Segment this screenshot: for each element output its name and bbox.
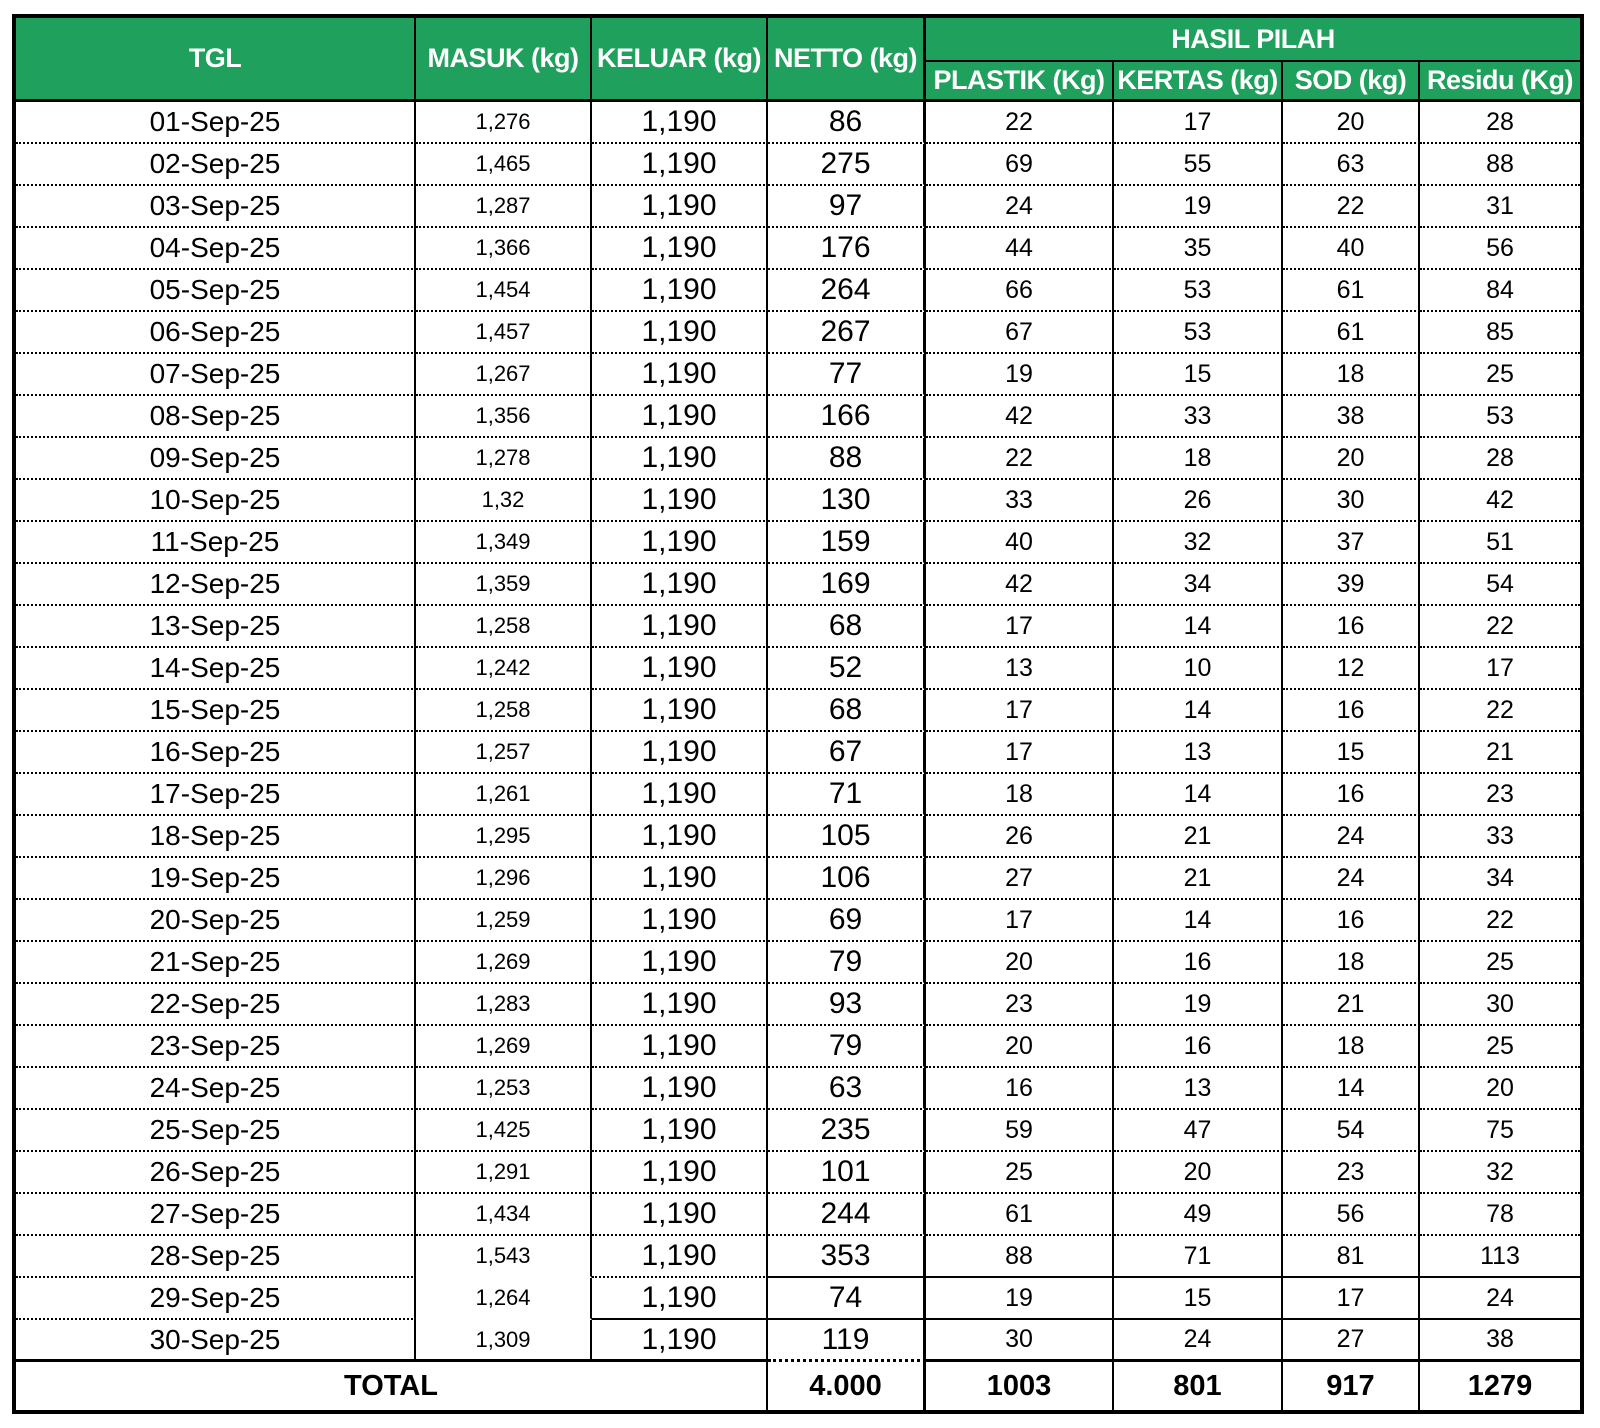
cell-tgl: 05-Sep-25 (16, 270, 416, 312)
cell-masuk: 1,425 (416, 1110, 592, 1152)
cell-keluar: 1,190 (592, 1236, 768, 1278)
cell-kertas: 53 (1114, 312, 1283, 354)
table-row (16, 144, 1580, 186)
cell-kertas: 53 (1114, 270, 1283, 312)
cell-netto: 264 (768, 270, 926, 312)
header-residu: Residu (Kg) (1420, 62, 1580, 102)
table-row (16, 438, 1580, 480)
cell-residu: 28 (1420, 438, 1580, 480)
cell-masuk: 1,253 (416, 1068, 592, 1110)
cell-masuk: 1,278 (416, 438, 592, 480)
cell-sod: 24 (1283, 816, 1420, 858)
cell-netto: 79 (768, 1026, 926, 1068)
cell-residu: 24 (1420, 1278, 1580, 1320)
cell-residu: 20 (1420, 1068, 1580, 1110)
cell-keluar: 1,190 (592, 438, 768, 480)
table-row (16, 732, 1580, 774)
cell-sod: 16 (1283, 900, 1420, 942)
cell-plastik: 33 (926, 480, 1114, 522)
cell-plastik: 67 (926, 312, 1114, 354)
cell-tgl: 09-Sep-25 (16, 438, 416, 480)
cell-kertas: 13 (1114, 732, 1283, 774)
cell-masuk: 1,32 (416, 480, 592, 522)
cell-tgl: 02-Sep-25 (16, 144, 416, 186)
cell-tgl: 07-Sep-25 (16, 354, 416, 396)
cell-sod: 27 (1283, 1320, 1420, 1362)
table-row (16, 1278, 1580, 1320)
cell-kertas: 15 (1114, 1278, 1283, 1320)
cell-plastik: 17 (926, 606, 1114, 648)
cell-netto: 176 (768, 228, 926, 270)
cell-sod: 23 (1283, 1152, 1420, 1194)
table-row (16, 354, 1580, 396)
cell-sod: 15 (1283, 732, 1420, 774)
cell-kertas: 47 (1114, 1110, 1283, 1152)
header-tgl: TGL (16, 18, 416, 102)
cell-keluar: 1,190 (592, 396, 768, 438)
cell-kertas: 26 (1114, 480, 1283, 522)
cell-residu: 25 (1420, 942, 1580, 984)
cell-tgl: 18-Sep-25 (16, 816, 416, 858)
cell-kertas: 17 (1114, 102, 1283, 144)
cell-plastik: 24 (926, 186, 1114, 228)
cell-sod: 39 (1283, 564, 1420, 606)
cell-kertas: 19 (1114, 984, 1283, 1026)
cell-tgl: 10-Sep-25 (16, 480, 416, 522)
total-sod: 917 (1283, 1362, 1420, 1410)
cell-plastik: 17 (926, 900, 1114, 942)
cell-plastik: 22 (926, 438, 1114, 480)
cell-netto: 86 (768, 102, 926, 144)
cell-tgl: 30-Sep-25 (16, 1320, 416, 1362)
cell-residu: 22 (1420, 606, 1580, 648)
table-row (16, 312, 1580, 354)
cell-masuk: 1,258 (416, 606, 592, 648)
cell-masuk: 1,287 (416, 186, 592, 228)
cell-residu: 113 (1420, 1236, 1580, 1278)
cell-keluar: 1,190 (592, 564, 768, 606)
cell-residu: 88 (1420, 144, 1580, 186)
cell-residu: 54 (1420, 564, 1580, 606)
cell-sod: 16 (1283, 690, 1420, 732)
cell-kertas: 35 (1114, 228, 1283, 270)
cell-sod: 63 (1283, 144, 1420, 186)
cell-netto: 68 (768, 606, 926, 648)
cell-kertas: 55 (1114, 144, 1283, 186)
cell-plastik: 59 (926, 1110, 1114, 1152)
cell-keluar: 1,190 (592, 606, 768, 648)
table-header (16, 18, 1580, 102)
header-keluar: KELUAR (kg) (592, 18, 768, 102)
cell-masuk: 1,264 (416, 1278, 592, 1320)
cell-keluar: 1,190 (592, 1068, 768, 1110)
cell-netto: 97 (768, 186, 926, 228)
cell-plastik: 23 (926, 984, 1114, 1026)
cell-tgl: 01-Sep-25 (16, 102, 416, 144)
header-netto: NETTO (kg) (768, 18, 926, 102)
cell-tgl: 11-Sep-25 (16, 522, 416, 564)
table-row (16, 102, 1580, 144)
cell-plastik: 20 (926, 942, 1114, 984)
cell-netto: 130 (768, 480, 926, 522)
total-netto: 4.000 (768, 1362, 926, 1410)
cell-netto: 101 (768, 1152, 926, 1194)
cell-kertas: 16 (1114, 942, 1283, 984)
table-row (16, 522, 1580, 564)
cell-sod: 81 (1283, 1236, 1420, 1278)
cell-netto: 119 (768, 1320, 926, 1362)
cell-tgl: 21-Sep-25 (16, 942, 416, 984)
cell-keluar: 1,190 (592, 354, 768, 396)
cell-masuk: 1,283 (416, 984, 592, 1026)
cell-plastik: 30 (926, 1320, 1114, 1362)
cell-plastik: 17 (926, 690, 1114, 732)
cell-plastik: 66 (926, 270, 1114, 312)
cell-keluar: 1,190 (592, 942, 768, 984)
cell-plastik: 69 (926, 144, 1114, 186)
cell-residu: 32 (1420, 1152, 1580, 1194)
cell-sod: 22 (1283, 186, 1420, 228)
cell-keluar: 1,190 (592, 648, 768, 690)
cell-residu: 25 (1420, 1026, 1580, 1068)
cell-keluar: 1,190 (592, 522, 768, 564)
cell-residu: 38 (1420, 1320, 1580, 1362)
cell-kertas: 32 (1114, 522, 1283, 564)
cell-kertas: 20 (1114, 1152, 1283, 1194)
cell-masuk: 1,465 (416, 144, 592, 186)
cell-tgl: 29-Sep-25 (16, 1278, 416, 1320)
cell-kertas: 14 (1114, 690, 1283, 732)
cell-plastik: 18 (926, 774, 1114, 816)
cell-keluar: 1,190 (592, 312, 768, 354)
cell-kertas: 13 (1114, 1068, 1283, 1110)
cell-plastik: 27 (926, 858, 1114, 900)
cell-netto: 159 (768, 522, 926, 564)
header-plastik: PLASTIK (Kg) (926, 62, 1114, 102)
cell-residu: 34 (1420, 858, 1580, 900)
cell-plastik: 40 (926, 522, 1114, 564)
cell-keluar: 1,190 (592, 1026, 768, 1068)
cell-sod: 21 (1283, 984, 1420, 1026)
cell-kertas: 10 (1114, 648, 1283, 690)
cell-residu: 22 (1420, 900, 1580, 942)
cell-tgl: 27-Sep-25 (16, 1194, 416, 1236)
cell-keluar: 1,190 (592, 1320, 768, 1362)
total-residu: 1279 (1467, 1369, 1533, 1402)
cell-residu: 31 (1420, 186, 1580, 228)
table-row (16, 900, 1580, 942)
cell-tgl: 28-Sep-25 (16, 1236, 416, 1278)
table-row (16, 1194, 1580, 1236)
cell-kertas: 16 (1114, 1026, 1283, 1068)
cell-plastik: 44 (926, 228, 1114, 270)
cell-plastik: 61 (926, 1194, 1114, 1236)
cell-masuk: 1,258 (416, 690, 592, 732)
cell-sod: 17 (1283, 1278, 1420, 1320)
cell-keluar: 1,190 (592, 1152, 768, 1194)
cell-masuk: 1,257 (416, 732, 592, 774)
cell-netto: 106 (768, 858, 926, 900)
cell-netto: 71 (768, 774, 926, 816)
cell-netto: 63 (768, 1068, 926, 1110)
cell-sod: 61 (1283, 312, 1420, 354)
cell-netto: 166 (768, 396, 926, 438)
table-row (16, 774, 1580, 816)
cell-netto: 105 (768, 816, 926, 858)
cell-netto: 244 (768, 1194, 926, 1236)
cell-keluar: 1,190 (592, 144, 768, 186)
cell-masuk: 1,259 (416, 900, 592, 942)
cell-masuk: 1,267 (416, 354, 592, 396)
table-row (16, 858, 1580, 900)
cell-netto: 235 (768, 1110, 926, 1152)
cell-tgl: 16-Sep-25 (16, 732, 416, 774)
table-row (16, 648, 1580, 690)
cell-netto: 69 (768, 900, 926, 942)
cell-sod: 16 (1283, 606, 1420, 648)
cell-plastik: 25 (926, 1152, 1114, 1194)
cell-masuk: 1,269 (416, 942, 592, 984)
cell-residu: 33 (1420, 816, 1580, 858)
table-row (16, 816, 1580, 858)
cell-residu: 56 (1420, 228, 1580, 270)
header-hasil-pilah-group: HASIL PILAH (926, 18, 1580, 62)
header-kertas: KERTAS (kg) (1114, 62, 1283, 102)
cell-kertas: 14 (1114, 774, 1283, 816)
cell-keluar: 1,190 (592, 1194, 768, 1236)
table-row (16, 1068, 1580, 1110)
cell-plastik: 20 (926, 1026, 1114, 1068)
cell-masuk: 1,359 (416, 564, 592, 606)
cell-keluar: 1,190 (592, 1110, 768, 1152)
cell-netto: 74 (768, 1278, 926, 1320)
cell-sod: 14 (1283, 1068, 1420, 1110)
cell-sod: 16 (1283, 774, 1420, 816)
cell-sod: 24 (1283, 858, 1420, 900)
cell-netto: 93 (768, 984, 926, 1026)
cell-keluar: 1,190 (592, 690, 768, 732)
cell-residu: 28 (1420, 102, 1580, 144)
cell-masuk: 1,291 (416, 1152, 592, 1194)
cell-tgl: 22-Sep-25 (16, 984, 416, 1026)
waste-report-table (12, 14, 1584, 1414)
cell-sod: 18 (1283, 1026, 1420, 1068)
cell-plastik: 22 (926, 102, 1114, 144)
cell-masuk: 1,242 (416, 648, 592, 690)
cell-keluar: 1,190 (592, 984, 768, 1026)
cell-tgl: 23-Sep-25 (16, 1026, 416, 1068)
cell-residu: 25 (1420, 354, 1580, 396)
table-row (16, 942, 1580, 984)
cell-netto: 52 (768, 648, 926, 690)
cell-tgl: 17-Sep-25 (16, 774, 416, 816)
cell-netto: 68 (768, 690, 926, 732)
cell-sod: 56 (1283, 1194, 1420, 1236)
cell-tgl: 20-Sep-25 (16, 900, 416, 942)
cell-kertas: 34 (1114, 564, 1283, 606)
table-row (16, 480, 1580, 522)
cell-plastik: 42 (926, 396, 1114, 438)
cell-keluar: 1,190 (592, 732, 768, 774)
header-sod: SOD (kg) (1283, 62, 1420, 102)
table-body (16, 102, 1580, 1362)
cell-tgl: 14-Sep-25 (16, 648, 416, 690)
cell-plastik: 26 (926, 816, 1114, 858)
cell-sod: 18 (1283, 354, 1420, 396)
table-row (16, 228, 1580, 270)
total-plastik: 1003 (926, 1362, 1114, 1410)
cell-tgl: 26-Sep-25 (16, 1152, 416, 1194)
table-row (16, 1236, 1580, 1278)
table-row (16, 1026, 1580, 1068)
cell-sod: 37 (1283, 522, 1420, 564)
cell-plastik: 88 (926, 1236, 1114, 1278)
cell-sod: 12 (1283, 648, 1420, 690)
cell-residu: 30 (1420, 984, 1580, 1026)
table-row (16, 1320, 1580, 1362)
cell-keluar: 1,190 (592, 270, 768, 312)
cell-residu: 21 (1420, 732, 1580, 774)
header-row-main (16, 18, 1580, 62)
cell-masuk: 1,434 (416, 1194, 592, 1236)
cell-kertas: 21 (1114, 816, 1283, 858)
cell-keluar: 1,190 (592, 480, 768, 522)
cell-netto: 275 (768, 144, 926, 186)
cell-masuk: 1,457 (416, 312, 592, 354)
table-row (16, 186, 1580, 228)
table-row (16, 606, 1580, 648)
cell-netto: 88 (768, 438, 926, 480)
cell-tgl: 12-Sep-25 (16, 564, 416, 606)
cell-masuk: 1,269 (416, 1026, 592, 1068)
cell-masuk: 1,356 (416, 396, 592, 438)
cell-residu: 85 (1420, 312, 1580, 354)
cell-residu: 84 (1420, 270, 1580, 312)
table-row (16, 984, 1580, 1026)
cell-residu: 75 (1420, 1110, 1580, 1152)
cell-tgl: 13-Sep-25 (16, 606, 416, 648)
cell-netto: 67 (768, 732, 926, 774)
cell-plastik: 16 (926, 1068, 1114, 1110)
cell-masuk: 1,296 (416, 858, 592, 900)
cell-keluar: 1,190 (592, 228, 768, 270)
cell-masuk: 1,261 (416, 774, 592, 816)
cell-keluar: 1,190 (592, 1278, 768, 1320)
cell-masuk: 1,349 (416, 522, 592, 564)
table-row (16, 1110, 1580, 1152)
cell-tgl: 06-Sep-25 (16, 312, 416, 354)
cell-kertas: 14 (1114, 606, 1283, 648)
cell-residu: 51 (1420, 522, 1580, 564)
cell-kertas: 33 (1114, 396, 1283, 438)
cell-masuk: 1,366 (416, 228, 592, 270)
cell-sod: 30 (1283, 480, 1420, 522)
cell-tgl: 04-Sep-25 (16, 228, 416, 270)
cell-tgl: 08-Sep-25 (16, 396, 416, 438)
cell-residu: 42 (1420, 480, 1580, 522)
cell-kertas: 49 (1114, 1194, 1283, 1236)
cell-sod: 40 (1283, 228, 1420, 270)
cell-keluar: 1,190 (592, 186, 768, 228)
table-footer (16, 1362, 1580, 1410)
cell-kertas: 21 (1114, 858, 1283, 900)
cell-keluar: 1,190 (592, 858, 768, 900)
cell-netto: 169 (768, 564, 926, 606)
cell-tgl: 19-Sep-25 (16, 858, 416, 900)
cell-netto: 77 (768, 354, 926, 396)
total-label: TOTAL (16, 1362, 768, 1410)
cell-masuk: 1,276 (416, 102, 592, 144)
cell-tgl: 03-Sep-25 (16, 186, 416, 228)
cell-plastik: 19 (926, 354, 1114, 396)
table-row (16, 564, 1580, 606)
cell-residu: 22 (1420, 690, 1580, 732)
cell-tgl: 25-Sep-25 (16, 1110, 416, 1152)
cell-plastik: 42 (926, 564, 1114, 606)
cell-tgl: 15-Sep-25 (16, 690, 416, 732)
table-row (16, 270, 1580, 312)
cell-keluar: 1,190 (592, 900, 768, 942)
cell-kertas: 14 (1114, 900, 1283, 942)
cell-keluar: 1,190 (592, 102, 768, 144)
cell-plastik: 19 (926, 1278, 1114, 1320)
cell-residu: 23 (1420, 774, 1580, 816)
cell-kertas: 19 (1114, 186, 1283, 228)
cell-keluar: 1,190 (592, 774, 768, 816)
cell-kertas: 15 (1114, 354, 1283, 396)
cell-masuk: 1,309 (416, 1320, 592, 1362)
table-row (16, 396, 1580, 438)
cell-kertas: 24 (1114, 1320, 1283, 1362)
cell-tgl: 24-Sep-25 (16, 1068, 416, 1110)
cell-sod: 18 (1283, 942, 1420, 984)
cell-sod: 38 (1283, 396, 1420, 438)
table-row (16, 690, 1580, 732)
table-row (16, 1152, 1580, 1194)
cell-netto: 267 (768, 312, 926, 354)
cell-masuk: 1,295 (416, 816, 592, 858)
cell-kertas: 71 (1114, 1236, 1283, 1278)
header-masuk: MASUK (kg) (416, 18, 592, 102)
cell-netto: 353 (768, 1236, 926, 1278)
cell-sod: 20 (1283, 102, 1420, 144)
cell-residu: 17 (1420, 648, 1580, 690)
cell-residu: 53 (1420, 396, 1580, 438)
cell-netto: 79 (768, 942, 926, 984)
cell-residu: 78 (1420, 1194, 1580, 1236)
cell-masuk: 1,454 (416, 270, 592, 312)
cell-masuk: 1,543 (416, 1236, 592, 1278)
cell-plastik: 17 (926, 732, 1114, 774)
cell-kertas: 18 (1114, 438, 1283, 480)
cell-sod: 61 (1283, 270, 1420, 312)
cell-keluar: 1,190 (592, 816, 768, 858)
cell-sod: 20 (1283, 438, 1420, 480)
cell-plastik: 13 (926, 648, 1114, 690)
total-kertas: 801 (1114, 1362, 1283, 1410)
cell-sod: 54 (1283, 1110, 1420, 1152)
total-row (16, 1362, 1580, 1410)
